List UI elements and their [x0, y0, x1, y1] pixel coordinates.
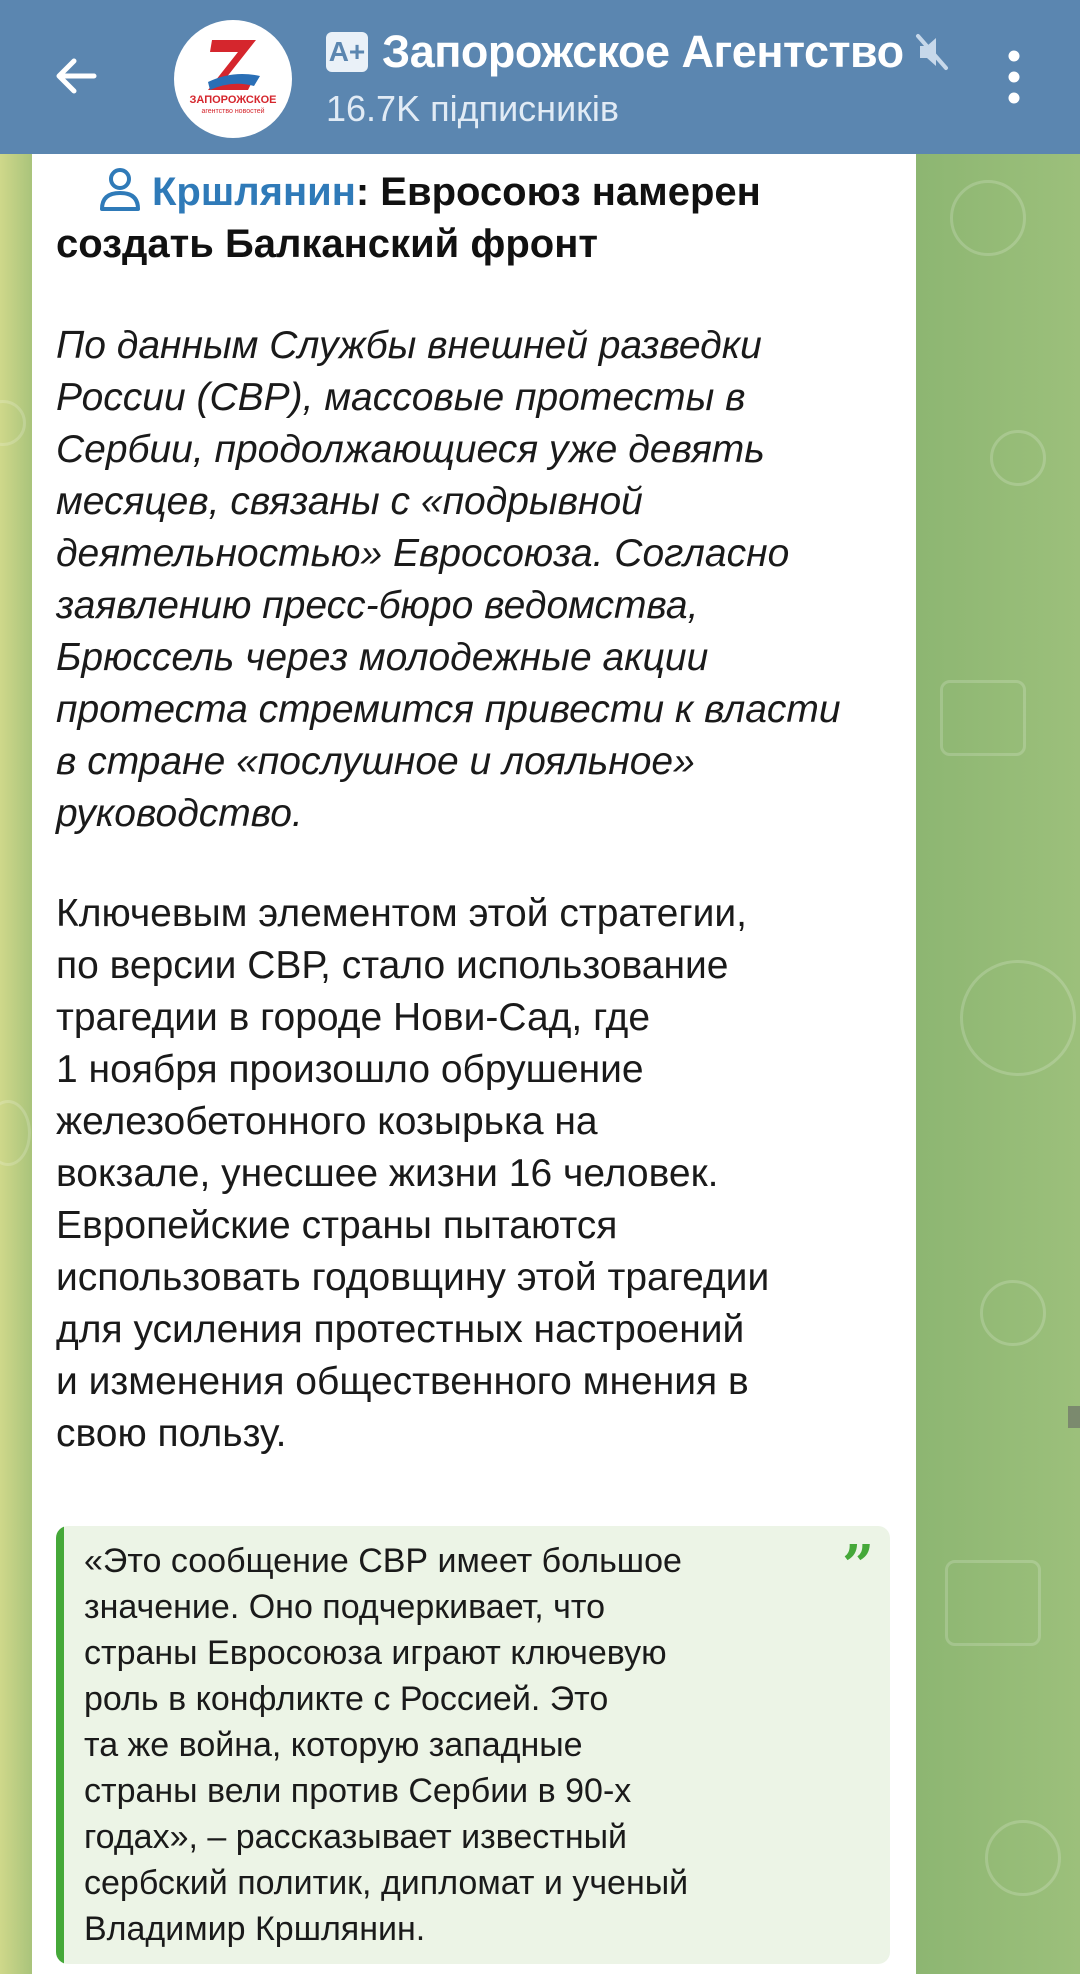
channel-admin-icon: A+ [326, 32, 368, 72]
wallpaper-doodle [985, 1820, 1061, 1896]
mute-icon [912, 30, 952, 74]
message-paragraph-2: Ключевым элементом этой стратегии, по версии СВР, стало использование трагедии в городе Нови-Сад, где 1 ноября произошло обрушение железобетонного козырька на вокзале, унесшее жизни 16 человек. Европейские страны пытаются использовать годовщину этой трагедии для усиления протестных настроений и изменения общественного мнения в свою пользу. [56, 892, 770, 1455]
message-bubble [32, 154, 916, 1974]
wallpaper-doodle [0, 1100, 31, 1166]
wallpaper-doodle [0, 400, 26, 446]
channel-logo-icon [174, 20, 292, 138]
quote-mark-icon: ” [842, 1533, 875, 1599]
channel-avatar[interactable] [174, 20, 292, 138]
more-options-button[interactable] [996, 40, 1032, 112]
scrollbar-thumb[interactable] [1068, 1406, 1080, 1428]
channel-title[interactable]: Запорожское Агентство [382, 26, 904, 77]
wallpaper-doodle [960, 960, 1076, 1076]
blockquote-accent-bar [56, 1526, 64, 1964]
subscriber-count: 16.7K підписників [326, 88, 620, 129]
wallpaper-doodle [940, 680, 1026, 756]
chat-header [0, 0, 1080, 154]
wallpaper-doodle [990, 430, 1046, 486]
message-paragraph-1: По данным Службы внешней разведки России (СВР), массовые протесты в Сербии, продолжающиеся уже девять месяцев, связаны с «подрывной деятельностью» Евросоюза. Согласно заявлению пресс-бюро ведомства, Брюссель через молодежные акции протеста стремится привести к власти в стране «послушное и лояльное» руководство. [56, 324, 841, 835]
message-title [56, 166, 896, 270]
blockquote [56, 1526, 890, 1964]
blockquote-text: «Это сообщение СВР имеет большое значение. Оно подчеркивает, что страны Евросоюза играют ключевую роль в конфликте с Россией. Это та же война, которую западные страны вели против Сербии в 90-х годах», – рассказывает известный сербский политик, дипломат и ученый Владимир Кршлянин. [84, 1542, 689, 1948]
person-icon [94, 167, 146, 211]
avatar-logo-text: ЗАПОРОЖСКОЕ [189, 94, 277, 106]
message-title-text: : Евросоюз намерен создать Балканский фронт [56, 170, 761, 266]
back-arrow-icon [50, 50, 102, 102]
more-vert-icon [996, 40, 1032, 112]
wallpaper-doodle [980, 1280, 1046, 1346]
avatar-logo-subtext: агентство новостей [201, 108, 265, 115]
wallpaper-doodle [950, 180, 1026, 256]
back-button[interactable] [40, 40, 112, 112]
author-mention-link[interactable]: Кршлянин [152, 170, 356, 214]
wallpaper-doodle [945, 1560, 1041, 1646]
